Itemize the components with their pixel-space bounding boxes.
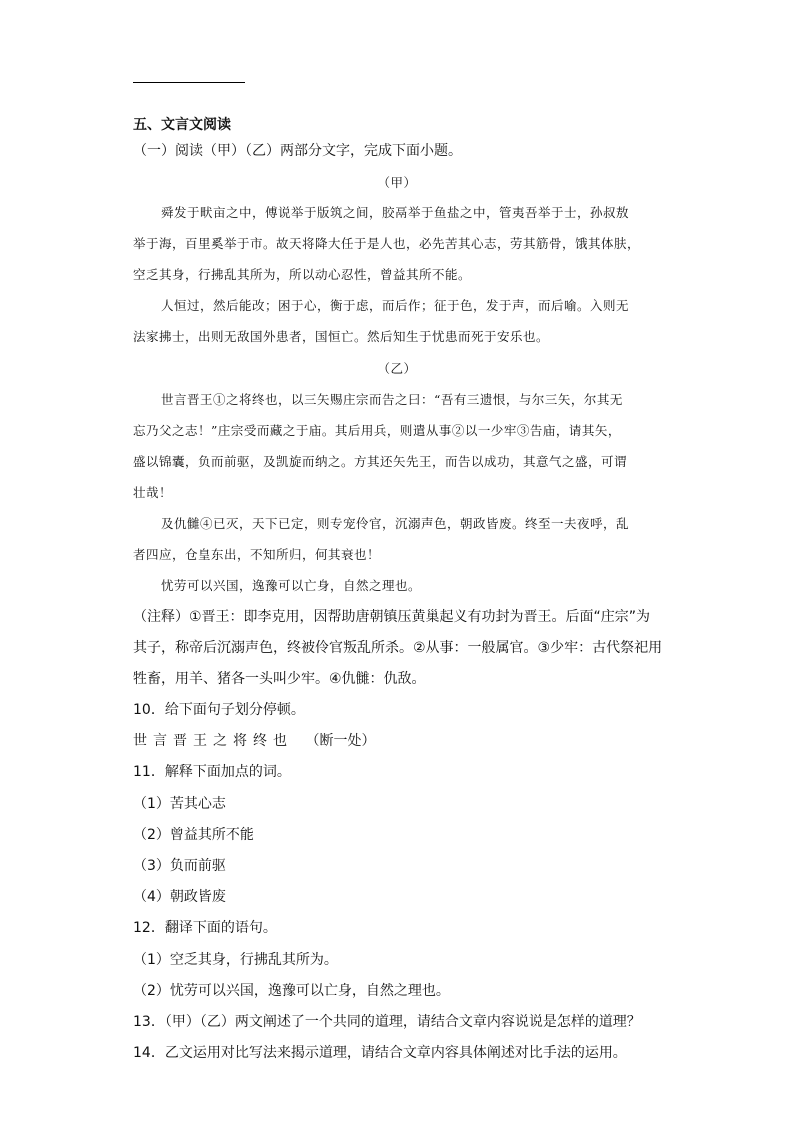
notes-line: 其子，称帝后沉溺声色，终被伶官叛乱所杀。②从事：一般属官。③少牢：古代祭祀用 [133, 640, 663, 656]
question-13: 13．（甲）（乙）两文阐述了一个共同的道理，请结合文章内容说说是怎样的道理？ [133, 1014, 641, 1030]
question-10: 10．给下面句子划分停顿。 [133, 702, 305, 718]
jia-heading: （甲） [377, 175, 417, 190]
question-12-item: （1）空乏其身，行拂乱其所为。 [133, 952, 338, 968]
question-10-sentence-row [133, 731, 375, 751]
instruction-text: （一）阅读（甲）（乙）两部分文字，完成下面小题。 [133, 143, 462, 159]
question-11-item: （1）苦其心志 [133, 796, 226, 812]
yi-line: 世言晋王①之将终也，以三矢赐庄宗而告之曰：“吾有三遗恨，与尔三矢，尔其无 [161, 392, 623, 407]
question-11-item: （4）朝政皆废 [133, 889, 226, 905]
yi-line: 壮哉！ [133, 485, 173, 500]
top-rule [133, 82, 245, 83]
question-11-item: （3）负而前驱 [133, 858, 226, 874]
question-12: 12．翻译下面的语句。 [133, 920, 277, 936]
section-title: 五、文言文阅读 [133, 117, 231, 133]
yi-heading: （乙） [377, 361, 417, 376]
yi-line: 者四应，仓皇东出，不知所归，何其衰也！ [133, 547, 381, 562]
jia-line: 举于海，百里奚举于市。故天将降大任于是人也，必先苦其心志，劳其筋骨，饿其体肤， [133, 236, 641, 251]
yi-line: 忘乃父之志！”庄宗受而藏之于庙。其后用兵，则遣从事②以一少牢③告庙，请其矢， [133, 423, 621, 438]
question-10-note: （断一处） [305, 733, 376, 749]
jia-line: 人恒过，然后能改；困于心，衡于虑，而后作；征于色，发于声，而后喻。入则无 [161, 298, 630, 313]
yi-line: 忧劳可以兴国，逸豫可以亡身，自然之理也。 [161, 578, 422, 593]
question-11-item: （2）曾益其所不能 [133, 827, 254, 843]
notes-line: （注释）①晋王：即李克用，因帮助唐朝镇压黄巢起义有功封为晋王。后面“庄宗”为 [133, 609, 651, 625]
question-10-sentence: 世言晋王之将终也 [133, 733, 293, 749]
question-14: 14．乙文运用对比写法来揭示道理，请结合文章内容具体阐述对比手法的运用。 [133, 1045, 627, 1061]
jia-line: 法家拂士，出则无敌国外患者，国恒亡。然后知生于忧患而死于安乐也。 [133, 329, 550, 344]
jia-line: 空乏其身，行拂乱其所为，所以动心忍性，曾益其所不能。 [133, 267, 472, 282]
jia-line: 舜发于畎亩之中，傅说举于版筑之间，胶鬲举于鱼盐之中，管夷吾举于士，孙叔敖 [161, 205, 630, 220]
question-12-item: （2）忧劳可以兴国，逸豫可以亡身，自然之理也。 [133, 983, 450, 999]
notes-line: 牲畜，用羊、猪各一头叫少牢。④仇雠：仇敌。 [133, 671, 426, 687]
question-11: 11．解释下面加点的词。 [133, 764, 291, 780]
yi-line: 盛以锦囊，负而前驱，及凯旋而纳之。方其还矢先王，而告以成功，其意气之盛，可谓 [133, 454, 628, 469]
yi-line: 及仇雠④已灭，天下已定，则专宠伶官，沉溺声色，朝政皆废。终至一夫夜呼，乱 [161, 516, 630, 531]
